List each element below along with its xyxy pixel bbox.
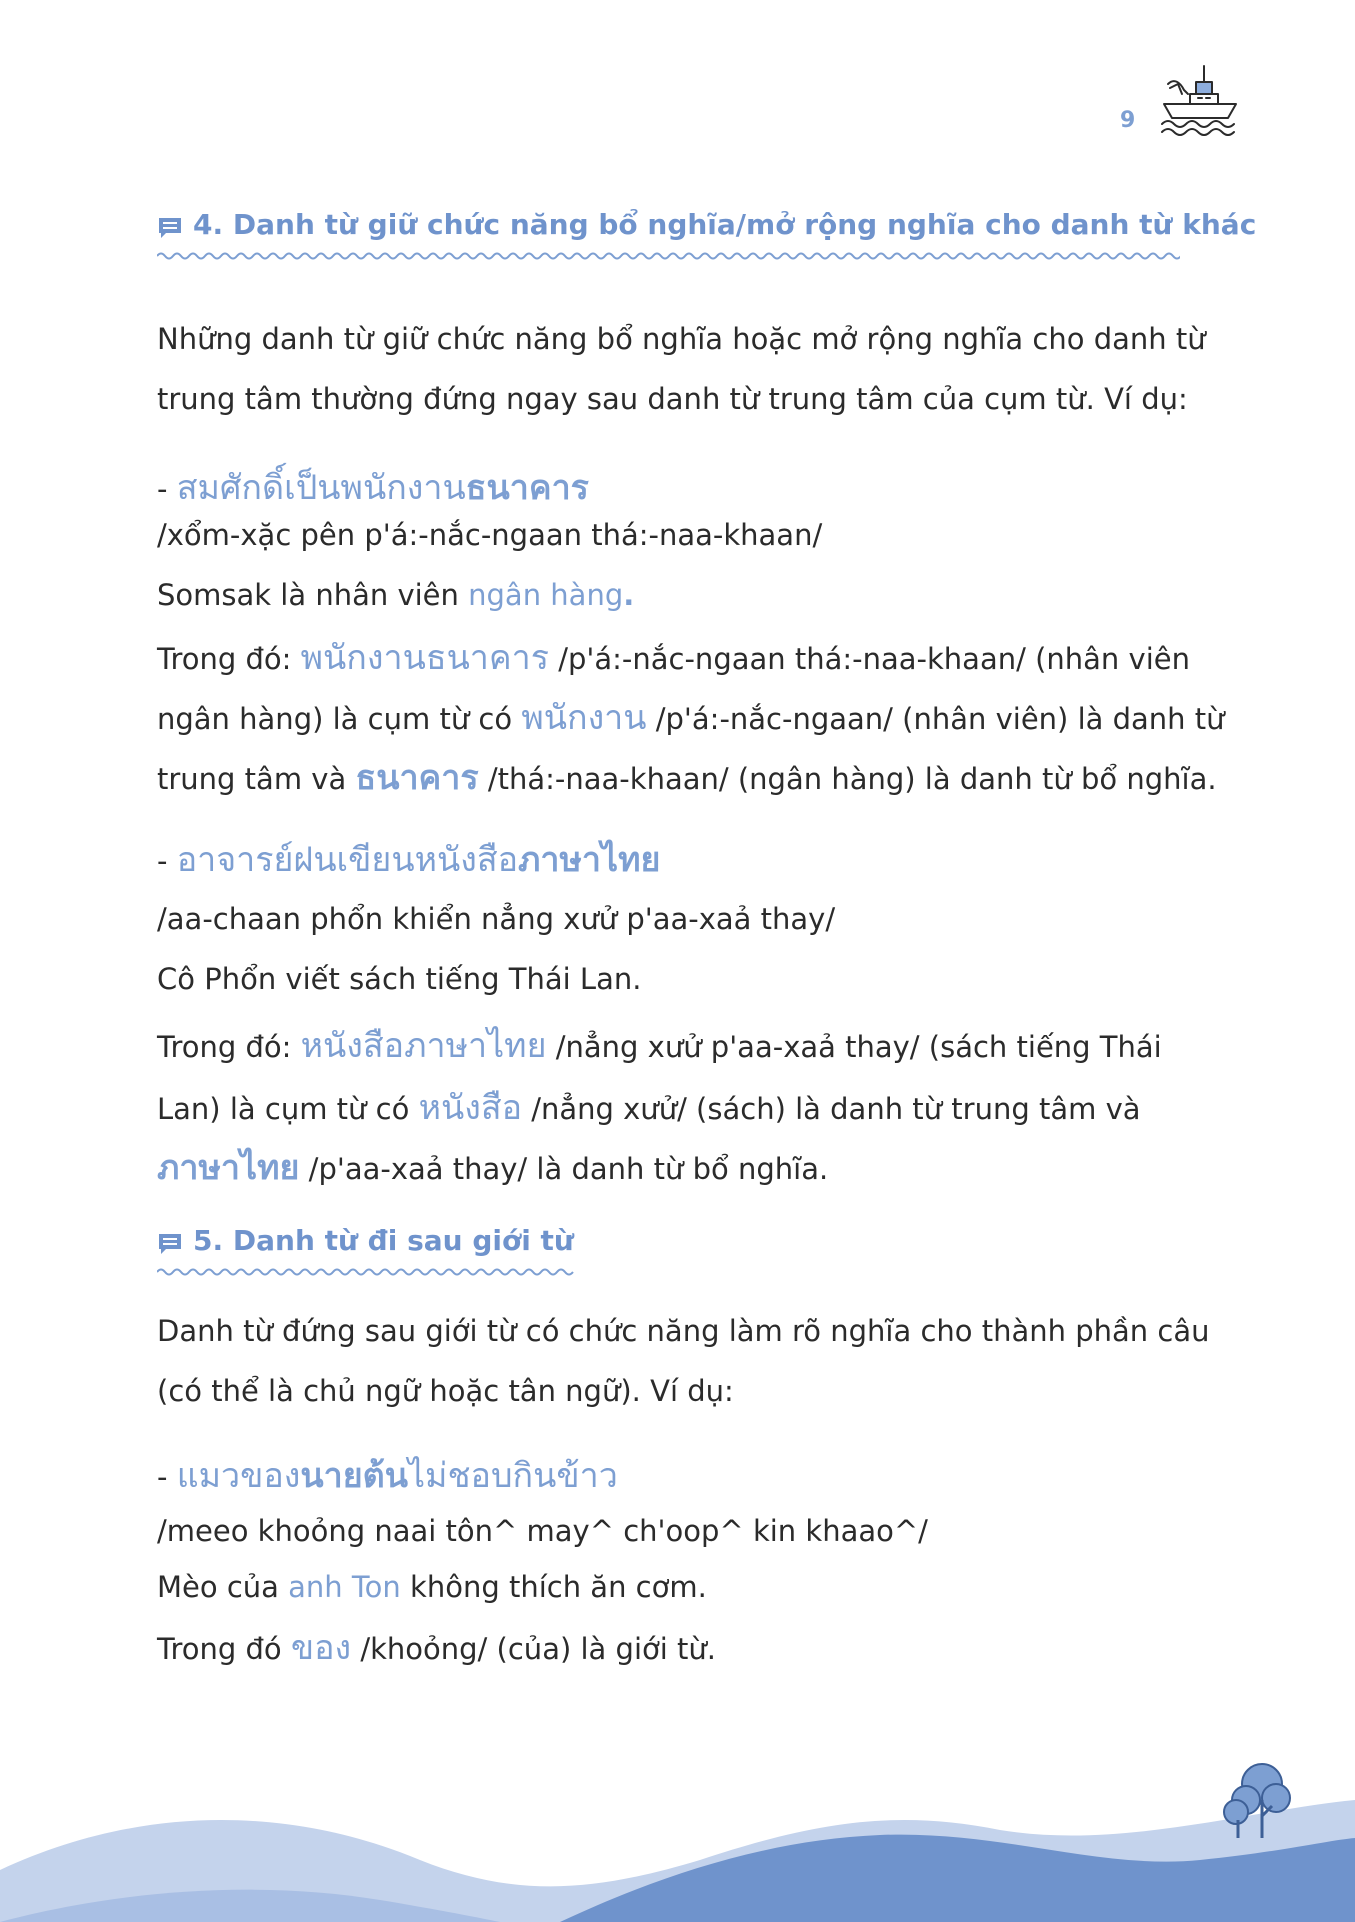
heading-underline — [157, 1266, 577, 1278]
example-1-explanation-line-1: Trong đó: พนักงานธนาคาร /p'á:-nắc-ngaan thá:-naa-khaan/ (nhân viên — [157, 638, 1190, 678]
speech-bubble-icon — [157, 215, 183, 241]
example-3-thai-sentence: - แมวของนายต้นไม่ชอบกินข้าว — [157, 1456, 618, 1496]
example-3-pronunciation: /meeo khoỏng naai tôn^ may^ ch'oop^ kin khaao^/ — [157, 1514, 928, 1548]
example-1-explanation-line-3: trung tâm và ธนาคาร /thá:-naa-khaan/ (ngân hàng) là danh từ bổ nghĩa. — [157, 758, 1217, 798]
example-1-explanation-line-2: ngân hàng) là cụm từ có พนักงาน /p'á:-nắc-ngaan/ (nhân viên) là danh từ — [157, 698, 1225, 738]
example-1-translation: Somsak là nhân viên ngân hàng. — [157, 578, 635, 612]
example-2-explanation-line-3: ภาษาไทย /p'aa-xaả thay/ là danh từ bổ nghĩa. — [157, 1148, 829, 1188]
section-5-title: 5. Danh từ đi sau giới từ — [193, 1224, 574, 1257]
example-2-translation: Cô Phổn viết sách tiếng Thái Lan. — [157, 962, 642, 996]
section-5-intro-line-2: (có thể là chủ ngữ hoặc tân ngữ). Ví dụ: — [157, 1374, 734, 1408]
ship-illustration — [1160, 60, 1240, 136]
section-4-heading — [157, 208, 1256, 241]
speech-bubble-icon — [157, 1231, 183, 1257]
example-2-thai-sentence: - อาจารย์ฝนเขียนหนังสือภาษาไทย — [157, 840, 661, 880]
section-4-intro-line-2: trung tâm thường đứng ngay sau danh từ trung tâm của cụm từ. Ví dụ: — [157, 382, 1188, 416]
footer-hills-illustration — [0, 1740, 1355, 1922]
page-number: 9 — [1120, 108, 1136, 133]
section-4-title: 4. Danh từ giữ chức năng bổ nghĩa/mở rộng nghĩa cho danh từ khác — [193, 208, 1257, 241]
example-2-explanation-line-1: Trong đó: หนังสือภาษาไทย /nẳng xưử p'aa-xaả thay/ (sách tiếng Thái — [157, 1026, 1162, 1066]
tree-illustration — [1216, 1760, 1298, 1840]
example-1-pronunciation: /xổm-xặc pên p'á:-nắc-ngaan thá:-naa-khaan/ — [157, 518, 823, 552]
section-4-intro-line-1: Những danh từ giữ chức năng bổ nghĩa hoặc mở rộng nghĩa cho danh từ — [157, 322, 1206, 356]
heading-underline — [157, 250, 1180, 262]
section-5-intro-line-1: Danh từ đứng sau giới từ có chức năng làm rõ nghĩa cho thành phần câu — [157, 1314, 1210, 1348]
example-1-thai-sentence: - สมศักดิ์เป็นพนักงานธนาคาร — [157, 468, 589, 508]
section-5-heading — [157, 1224, 574, 1257]
example-3-explanation: Trong đó ของ /khoỏng/ (của) là giới từ. — [157, 1628, 716, 1668]
example-3-translation: Mèo của anh Ton không thích ăn cơm. — [157, 1570, 707, 1604]
example-2-pronunciation: /aa-chaan phổn khiển nẳng xưử p'aa-xaả thay/ — [157, 902, 836, 936]
example-2-explanation-line-2: Lan) là cụm từ có หนังสือ /nẳng xưử/ (sách) là danh từ trung tâm và — [157, 1088, 1141, 1128]
